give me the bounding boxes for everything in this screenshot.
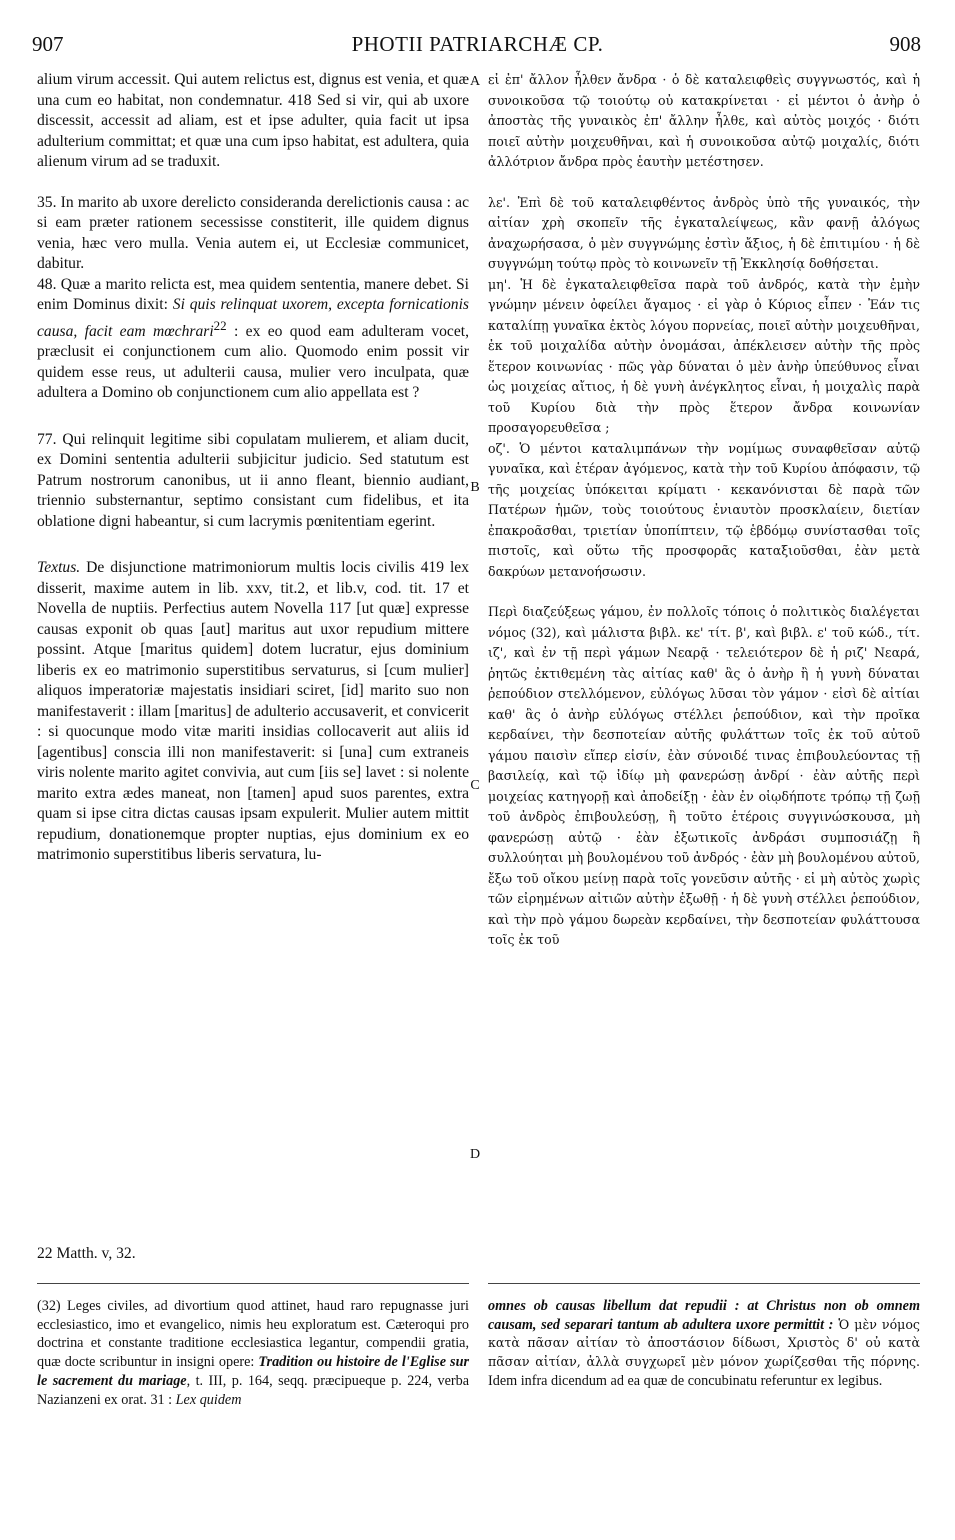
footnote-rule-left: [37, 1283, 469, 1284]
greek-paragraph-2: λε'. Ἐπὶ δὲ τοῦ καταλειφθέντος ἀνδρὸς ὑπὸ τῆς γυναικός, τὴν αἰτίαν χρὴ σκοπεῖν τῆς ἐγκαταλείψεως, κἂν φανῇ ἀλόγως ἀναχωρήσασα, ὁ μὲν συγγνώμης ἐστὶν ἄξιος, ἡ δὲ ἐπιτιμίου · ἡ δὲ συγγνώμη τούτῳ πρὸς τὸ κοινωνεῖν τῇ Ἐκκλησίᾳ δοθήσεται.: [488, 194, 920, 271]
greek-paragraph-3: μη'. Ἡ δὲ ἐγκαταλειφθεῖσα παρὰ τοῦ ἀνδρός, κατὰ τὴν ἐμὴν γνώμην μένειν ὀφείλει ἄγαμος · εἰ γὰρ ὁ Κύριος εἶπεν · Ἐάν τις καταλίπῃ γυναῖκα ἐκτὸς λόγου πορνείας, ποιεῖ αὐτὴν μοιχευθῆναι, ἐκ τοῦ μοιχαλίδα αὐτὴν ὀνομάσαι, ἀπέκλεισεν αὐτὴν τῆς πρὸς ἕτερον κοινωνίας · πῶς γὰρ δύναται ὁ μὲν ἀνὴρ ὑπεύθυνος εἶναι ὡς μοιχείας αἴτιος, ἡ δὲ γυνὴ ἀνέγκλητος εἶναι, ἡ μοιχαλὶς παρὰ τοῦ Κυρίου διὰ τὴν πρὸς ἕτερον ἄνδρα κοινωνίαν προσαγορευθεῖσα ;: [488, 276, 920, 435]
greek-paragraph-4: οζ'. Ὁ μέντοι καταλιμπάνων τὴν νομίμως συναφθεῖσαν αὐτῷ γυναῖκα, καὶ ἑτέραν ἀγόμενος, κατὰ τὴν τοῦ Κυρίου ἀπόφασιν, τῷ τῆς μοιχείας ὑπόκειται κρίματι · κεκανόνισται δὲ παρὰ τῶν Πατέρων ἡμῶν, τοὺς τοιούτους ἐνιαυτὸν προσκλαίειν, διετίαν ἐπακροᾶσθαι, τριετίαν ὑποπίπτειν, τῷ ἑβδόμῳ συνίστασθαι τοῖς πιστοῖς, καὶ οὕτω τῆς προσφορᾶς καταξιοῦσθαι, ἐὰν μετὰ δακρύων μετανοήσωσιν.: [488, 440, 920, 579]
page-number-left: 907: [32, 32, 64, 56]
latin-paragraph-5: Textus. De disjunctione matrimoniorum multis locis civilis 419 lex disserit, maxime autem in lib. xxv, tit.2, et lib.v, cod. tit. 17 et Novella de nuptiis. Perfectius autem Novella 117 [ut quæ] expresse causas exponit ob quas [aut] maritus aut uxor repudium mittere possint. Atque [maritus quidem] dotem lucratur, ejus dominium liberis ex eo matrimonio superstitibus servaturus, si [cum mulier] aliquos imperatoriæ majestatis insidiari sciret, [id] marito suo non manifestaverit : illam [maritus] de adulterio accusaverit, et convicerit : si quocunque modo vitæ mariti insidias collocaverit aut aliis id [agentibus] conscia illi non manifestaverit: si [una] cum extraneis viris nolente marito agitet convivia, aut cum [iis se] lavet : si nolente marito extra ædes maneat, non [tamen] apud suos parentes, extra quam si ipse citra dictas causas ipsam expulerit. Mulier autem mittit repudium, donationemque propter nuptias, ejus dominium ex eo matrimonio superstitibus liberis servatura, lu-: [37, 559, 469, 864]
page-number-right: 908: [889, 32, 921, 56]
footnote-32-right: omnes ob causas libellum dat repudii : at Christus non ob omnem causam, sed separari tantum ab adultera uxore permittit : Ὁ μὲν νόμος κατὰ πᾶσαν αἰτίαν τὸ ἀποστάσιον δίδωσι, Χριστὸς δ' οὐ κατὰ πᾶσαν αἰτίαν, ἀλλὰ συγχωρεῖ μὲν μόνον χωρίζεσθαι τῆς πόρνης. Idem infra dicendum ad ea quæ de concubinatu referuntur ex legibus.: [488, 1298, 920, 1389]
margin-mark-d: D: [469, 1147, 481, 1162]
footnote-22: 22 Matth. v, 32.: [37, 1245, 136, 1262]
margin-mark-b: B: [470, 480, 480, 495]
greek-column: [488, 70, 920, 951]
latin-paragraph-2: 35. In marito ab uxore derelicto consideranda derelictionis causa : ac si eam præter rationem secessisse constiterit, ille quidem dignus venia, hæc vero mulla. Venia autem ei, ut Ecclesiæ communicet, dabitur.: [37, 193, 469, 272]
latin-paragraph-3: 48. Quæ a marito relicta est, mea quidem sententia, manere debet. Si enim Dominus dixit: Si quis relinquat uxorem, excepta fornicationis causa, facit eam mœchrari$^{22}$ : ex eo quod eam adulteram vocet, præclusit ei conjunctionem cum alio. Quomodo enim possit vir quidem esse reus, ut adulterii causa, mulier vero inculpata, quæ adultera a Domino ob conjunctionem cum alio appellata est ?: [37, 275, 469, 402]
latin-column: [37, 70, 469, 866]
running-title: PHOTII PATRIARCHÆ CP.: [351, 32, 604, 56]
page-header: [0, 32, 955, 62]
margin-mark-c: C: [470, 778, 480, 793]
footnote-ref-22: 22: [213, 317, 227, 333]
greek-paragraph-1: εἰ ἐπ' ἄλλον ἦλθεν ἄνδρα · ὁ δὲ καταλειφθεὶς συγγνωστός, καὶ ἡ συνοικοῦσα τῷ τοιούτῳ οὐ κατακρίνεται · εἰ μέντοι ὁ ἀνὴρ ὁ ἀποστὰς τῆς γυναικὸς ἐπ' ἄλλην ἦλθε, καὶ αὐτὸς μοιχός · διότι ποιεῖ αὐτὴν μοιχευθῆναι, καὶ ἡ συνοικοῦσα αὐτῷ μοιχαλίς, διότι ἀλλότριον ἄνδρα πρὸς ἑαυτὴν μετέστησεν.: [488, 72, 920, 169]
footnote-32-left: (32) Leges civiles, ad divortium quod attinet, haud raro repugnasse juri ecclesiastico, imo et evangelico, nimis heu exploratum est. Cæteroqui pro doctrina et constante traditione ecclesiastica legantur, compendii gratia, quæ docte scribuntur in insigni opere: Tradition ou histoire de l'Eglise sur le sacrement du mariage, t. III, p. 164, seqq. præcipueque p. 224, verba Nazianzeni ex orat. 31 : Lex quidem: [37, 1298, 469, 1408]
footnote-rule-right: [488, 1283, 920, 1284]
margin-mark-a: A: [469, 74, 481, 89]
latin-paragraph-4: 77. Qui relinquit legitime sibi copulatam mulierem, et aliam ducit, ex Domini sententia adulterii subjicitur judicio. Sed statutum est Patrum nostrorum canonibus, ut ii anno fleant, biennio audiant, triennio substernantur, septimo consistant cum fidelibus, et ita oblatione digni habeantur, si cum lacrymis pœnitentiam egerint.: [37, 430, 469, 530]
greek-paragraph-5: Περὶ διαζεύξεως γάμου, ἐν πολλοῖς τόποις ὁ πολιτικὸς διαλέγεται νόμος (32), καὶ μάλιστα βιβλ. κε' τίτ. β', καὶ βιβλ. ε' τοῦ κώδ., τίτ. ιζ', καὶ ἐν τῇ περὶ γάμων Νεαρᾷ · τελειότερον δὲ ἡ ριζ' Νεαρά, ῥητῶς ἐκτιθεμένη τὰς αἰτίας καθ' ἃς ὁ ἀνὴρ ἢ ἡ γυνὴ δύναται ῥεπούδιον στελλόμενον, εὐλόγως λῦσαι τὸν γάμον · εἰσὶ δὲ αἰτίαι καθ' ἃς ὁ ἀνὴρ εὐλόγως στέλλει ῥεπούδιον, καὶ τὴν προῖκα κερδαίνει, τὴν δεσποτείαν αὐτῆς φυλάττων τοῖς ἐκ τοῦ αὐτοῦ γάμου παισὶν εἴπερ εἰσίν, ἐὰν σύνοιδέ τινας ἐπιβουλεύοντας τῇ βασιλείᾳ, καὶ τῷ ἰδίῳ μὴ φανερώσῃ ἀνδρί · ἐὰν αὐτῆς περὶ μοιχείας κατηγορῇ καὶ ἀποδείξῃ · ἐὰν ἐν οἱῳδήποτε τρόπῳ τῇ ζωῇ τοῦ ἀνδρὸς ἐπιβουλεύσῃ, ἢ τοῦτο ἑτέροις συγγινώσκουσα, μὴ φανερώσῃ αὐτῷ · ἐὰν ἐξωτικοῖς ἀνδράσι συμποσιάζῃ ἢ συλλούηται μὴ βουλομένου τοῦ ἀνδρός · ἐὰν μὴ βουλομένου αὐτοῦ, ἔξω τοῦ οἴκου μείνῃ παρὰ τοῖς γονεῦσιν αὐτῆς · εἰ μὴ αὐτὸς χωρὶς τῶν εἰρημένων αἰτιῶν αὐτὴν ἐξωθῇ · ἡ δὲ γυνὴ στέλλει ῥεπούδιον, καὶ τὴν πρὸ γάμου δωρεὰν κερδαίνει, τὴν δεσποτείαν φυλάττουσα τοῖς ἐκ τοῦ: [488, 604, 920, 947]
latin-paragraph-1: alium virum accessit. Qui autem relictus est, dignus est venia, et quæ una cum eo habitat, non condemnatur. 418 Sed si vir, qui ab uxore discessit, accessit ad aliam, est et ipse adulter, quia facit ut ipsa adulterium committat; et quæ una cum ipso habitat, est adultera, quia alienum virum ad se traduxit.: [37, 71, 469, 170]
